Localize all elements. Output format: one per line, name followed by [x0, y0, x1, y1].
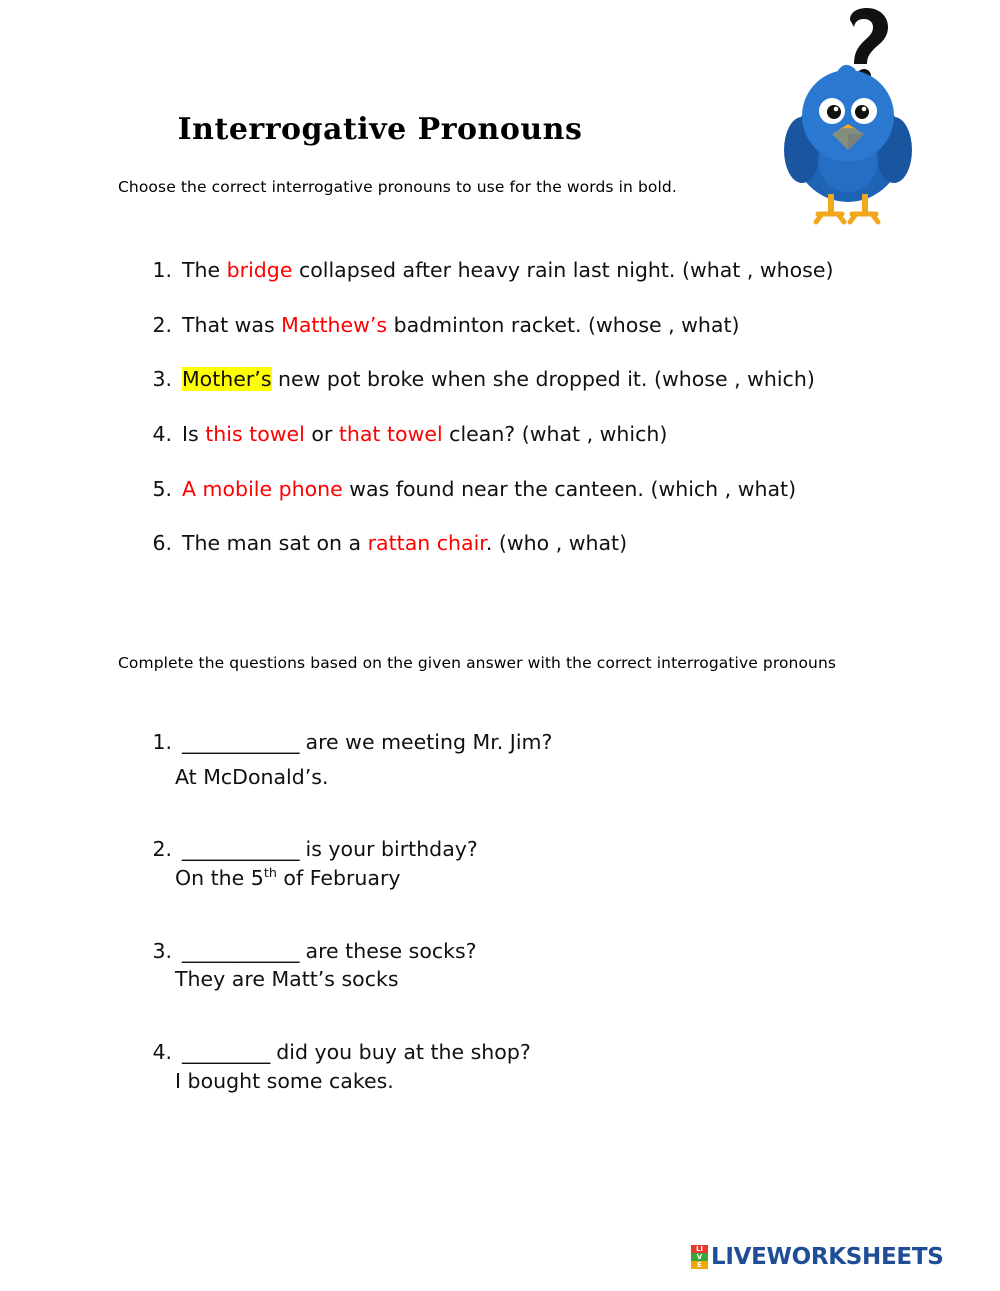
list-item: [142, 257, 942, 285]
given-answer: [175, 864, 942, 893]
highlight-word: bridge: [226, 258, 293, 282]
answer-post: of February: [276, 866, 401, 891]
question-text: is your birthday?: [299, 837, 478, 862]
page-title: Interrogative Pronouns: [177, 112, 583, 147]
item-text: [182, 257, 942, 285]
liveworksheets-mark-icon: [691, 1245, 708, 1269]
text-mid: or: [304, 422, 339, 447]
answer-blank[interactable]: _________: [182, 1040, 270, 1065]
text-post: clean? (what , which): [442, 422, 668, 447]
list-item: [142, 476, 942, 504]
text-post: collapsed after heavy rain last night. (what , whose): [292, 258, 834, 282]
text-post: badminton racket. (whose , what): [387, 312, 740, 337]
given-answer: They are Matt’s socks: [175, 967, 399, 992]
text-post: . (who , what): [485, 531, 628, 556]
list-item: [142, 728, 942, 791]
highlight-word: rattan chair: [367, 531, 486, 556]
item-number: 1.: [152, 730, 172, 754]
item-number: 3.: [152, 938, 172, 963]
list-item: [142, 421, 942, 449]
item-text: [182, 937, 477, 966]
text-post: was found near the canteen. (which , what): [342, 476, 797, 501]
list-item: [142, 937, 942, 994]
instruction-two: Complete the questions based on the given answer with the correct interrogative pronouns: [118, 654, 837, 672]
question-text: are we meeting Mr. Jim?: [299, 730, 553, 754]
text-post: new pot broke when she dropped it. (whose , which): [271, 367, 815, 392]
list-item: [142, 530, 942, 558]
item-number: 4.: [152, 422, 172, 447]
instruction-one: Choose the correct interrogative pronouns to use for the words in bold.: [118, 178, 677, 196]
liveworksheets-logo[interactable]: [691, 1242, 943, 1272]
highlight-word-2: that towel: [338, 422, 443, 447]
item-text: [182, 728, 552, 757]
question-text: are these socks?: [299, 938, 477, 963]
highlight-word: Mother’s: [182, 367, 272, 392]
logo-letter-e: E: [691, 1261, 708, 1269]
text-pre: That was: [182, 312, 282, 337]
item-number: 3.: [152, 367, 172, 392]
fill-in-questions-list: [142, 728, 942, 1140]
list-item: [142, 312, 942, 340]
item-number: 2.: [152, 312, 172, 337]
text-pre: The: [182, 258, 227, 282]
item-text: [182, 1038, 531, 1067]
item-number: 4.: [152, 1040, 172, 1065]
item-text: [182, 476, 942, 504]
answer-blank[interactable]: ____________: [182, 837, 299, 862]
logo-letter-v: V: [691, 1253, 708, 1261]
bold-words-exercise-list: [142, 257, 942, 585]
given-answer: I bought some cakes.: [175, 1068, 394, 1093]
item-number: 6.: [152, 531, 172, 556]
item-number: 5.: [152, 476, 172, 501]
question-text: did you buy at the shop?: [269, 1040, 531, 1065]
item-text: [182, 366, 942, 394]
item-text: [182, 421, 942, 449]
logo-wordmark: LIVEWORKSHEETS: [711, 1244, 944, 1270]
text-pre: Is: [182, 422, 206, 447]
item-number: 1.: [152, 258, 172, 282]
item-text: [182, 835, 478, 864]
item-text: [182, 312, 942, 340]
answer-ordinal-suffix: th: [263, 865, 277, 881]
list-item: [142, 366, 942, 394]
answer-blank[interactable]: ____________: [182, 938, 299, 963]
item-number: 2.: [152, 837, 172, 862]
logo-letter-li: LI: [691, 1245, 708, 1253]
list-item: [142, 1038, 942, 1095]
answer-blank[interactable]: ____________: [182, 730, 299, 754]
given-answer: At McDonald’s.: [175, 764, 329, 789]
highlight-word: A mobile phone: [182, 476, 343, 501]
text-pre: The man sat on a: [182, 531, 368, 556]
highlight-word: Matthew’s: [281, 312, 388, 337]
item-text: [182, 530, 942, 558]
list-item: [142, 835, 942, 892]
answer-pre: On the 5: [175, 866, 264, 891]
highlight-word: this towel: [205, 422, 305, 447]
